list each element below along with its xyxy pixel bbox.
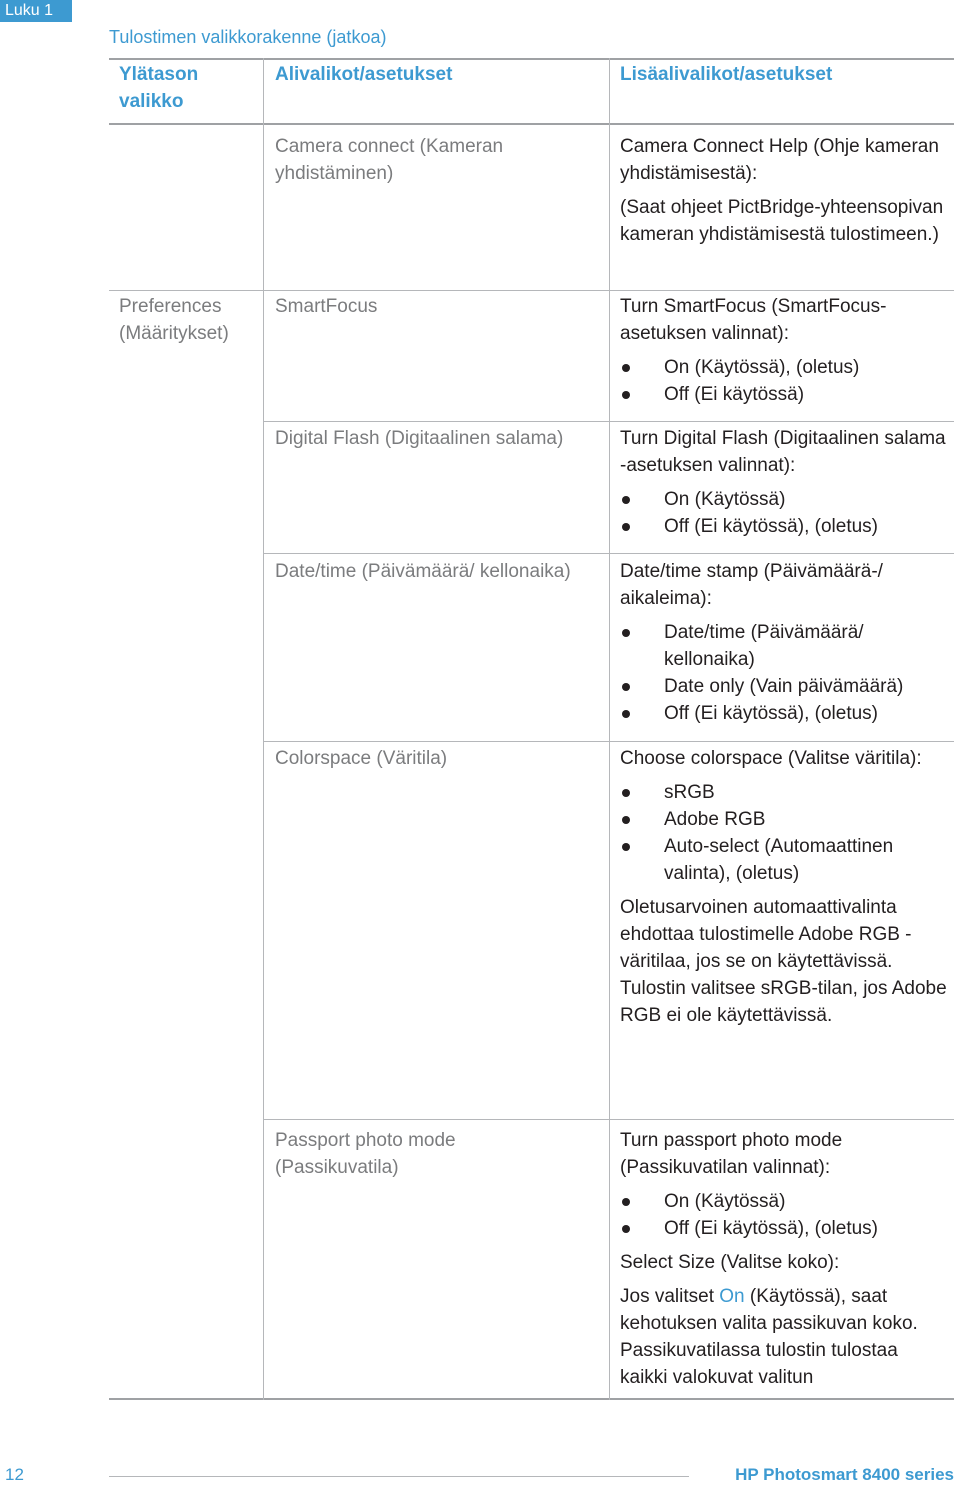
list-item: Off (Ei käytössä) [620,381,950,408]
product-name: HP Photosmart 8400 series [735,1465,954,1484]
row-divider [264,421,954,422]
table-top-rule [109,58,954,60]
bullet-icon [622,789,630,797]
list-item: sRGB [620,779,950,806]
column-divider [263,58,264,1400]
digital-flash-options [620,486,950,540]
bullet-icon [622,1198,630,1206]
smartfocus-details [620,293,950,415]
list-item: Adobe RGB [620,806,950,833]
date-time-heading: Date/time stamp (Päivämäärä-/ aikaleima): [620,561,883,609]
bullet-icon [622,816,630,824]
passport-options [620,1188,950,1242]
row-divider [264,553,954,554]
list-item: Off (Ei käytössä), (oletus) [620,513,950,540]
bullet-icon [622,364,630,372]
bullet-icon [622,496,630,504]
list-item: Date only (Vain päivämäärä) [620,673,950,700]
bullet-icon [622,391,630,399]
submenu-smartfocus: SmartFocus [275,296,378,317]
table-header-rule [109,123,954,125]
bullet-icon [622,843,630,851]
submenu-date-time: Date/time (Päivämäärä/ kellonaika) [275,561,571,582]
colorspace-heading: Choose colorspace (Valitse väritila): [620,748,922,769]
passport-note: Jos valitset On (Käytössä), saat kehotuksen valita passikuvan koko. Passikuvatilassa tulostin tulostaa kaikki valokuvat valitun [620,1286,918,1388]
bullet-icon [622,1225,630,1233]
table-bottom-rule [109,1398,954,1400]
top-menu-preferences: Preferences (Määritykset) [119,296,229,344]
list-item: Off (Ei käytössä), (oletus) [620,700,950,727]
list-item: Date/time (Päivämäärä/ kellonaika) [620,619,950,673]
colorspace-options [620,779,950,887]
submenu-digital-flash: Digital Flash (Digitaalinen salama) [275,428,564,449]
passport-select-size: Select Size (Valitse koko): [620,1252,840,1273]
colorspace-details [620,745,950,1036]
list-item: On (Käytössä) [620,486,950,513]
row-divider [109,290,954,291]
passport-heading: Turn passport photo mode (Passikuvatilan valinnat): [620,1130,843,1178]
row-divider [264,1119,954,1120]
on-highlight: On [719,1286,745,1307]
bullet-icon [622,683,630,691]
column-header-additional: Lisäalivalikot/asetukset [620,64,833,85]
column-header-submenu: Alivalikot/asetukset [275,64,453,85]
list-item: On (Käytössä) [620,1188,950,1215]
chapter-tab: Luku 1 [0,0,72,22]
smartfocus-options [620,354,950,408]
footer-rule [109,1476,689,1477]
colorspace-note: Oletusarvoinen automaattivalinta ehdottaa tulostimelle Adobe RGB -väritilaa, jos se on käytettävissä. Tulostin valitsee sRGB-tilan, jos Adobe RGB ei ole käytettävissä. [620,897,947,1026]
list-item: Auto-select (Automaattinen valinta), (oletus) [620,833,950,887]
bullet-icon [622,523,630,531]
digital-flash-details [620,425,950,547]
column-divider [609,58,610,1400]
camera-connect-note: (Saat ohjeet PictBridge-yhteensopivan kameran yhdistämisestä tulostimeen.) [620,197,944,245]
camera-connect-details [620,133,950,255]
date-time-options [620,619,950,727]
digital-flash-heading: Turn Digital Flash (Digitaalinen salama -asetuksen valinnat): [620,428,946,476]
passport-details [620,1127,950,1398]
bullet-icon [622,629,630,637]
column-header-top-menu: Ylätason valikko [119,64,199,112]
camera-connect-heading: Camera Connect Help (Ohje kameran yhdistämisestä): [620,136,939,184]
submenu-colorspace: Colorspace (Väritila) [275,748,448,769]
page-number: 12 [5,1465,24,1484]
list-item: On (Käytössä), (oletus) [620,354,950,381]
submenu-passport-photo: Passport photo mode (Passikuvatila) [275,1130,456,1178]
smartfocus-heading: Turn SmartFocus (SmartFocus-asetuksen valinnat): [620,296,887,344]
row-divider [264,741,954,742]
bullet-icon [622,710,630,718]
table-caption: Tulostimen valikkorakenne (jatkoa) [109,27,387,47]
list-item: Off (Ei käytössä), (oletus) [620,1215,950,1242]
date-time-details [620,558,950,734]
submenu-camera-connect: Camera connect (Kameran yhdistäminen) [275,136,504,184]
